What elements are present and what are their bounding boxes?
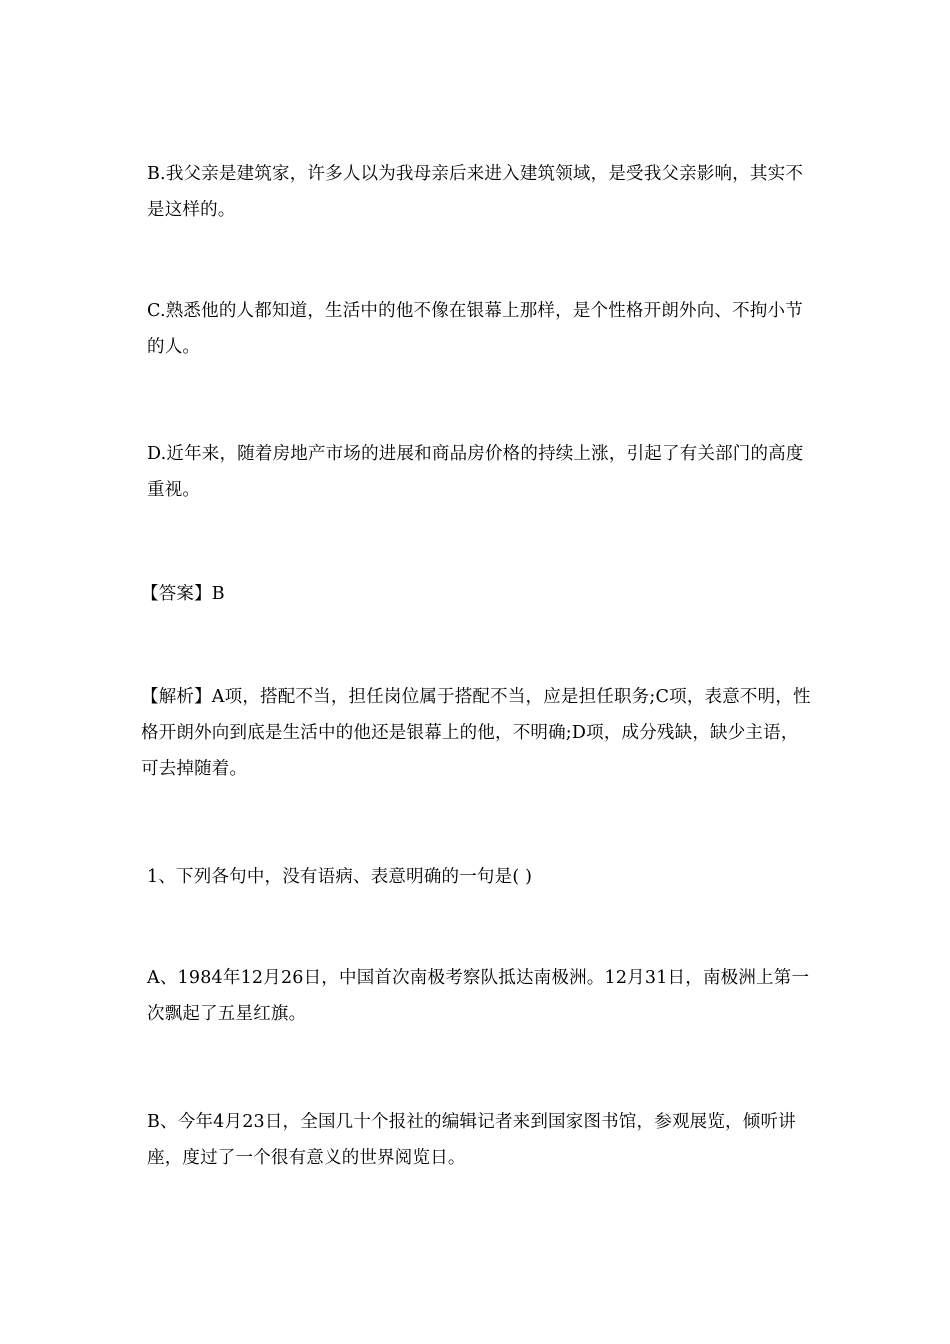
question-option-a-paragraph: A、1984年12月26日，中国首次南极考察队抵达南极洲。12月31日，南极洲上第一次飘起了五星红旗。: [147, 968, 810, 1024]
option-b-paragraph: B.我父亲是建筑家，许多人以为我母亲后来进入建筑领域，是受我父亲影响，其实不是这样的。: [147, 164, 804, 220]
question-paragraph: 1、下列各句中，没有语病、表意明确的一句是( ): [147, 867, 533, 887]
option-c-paragraph: C.熟悉他的人都知道，生活中的他不像在银幕上那样，是个性格开朗外向、不拘小节的人。: [147, 301, 803, 357]
explanation-paragraph: 【解析】A项，搭配不当，担任岗位属于搭配不当，应是担任职务;C项，表意不明，性格开朗外向到底是生活中的他还是银幕上的他，不明确;D项，成分残缺，缺少主语，可去掉随着。: [141, 687, 811, 779]
option-d-paragraph: D.近年来，随着房地产市场的进展和商品房价格的持续上涨，引起了有关部门的高度重视。: [147, 444, 804, 500]
answer-paragraph: 【答案】B: [141, 584, 225, 604]
question-option-b-paragraph: B、今年4月23日，全国几十个报社的编辑记者来到国家图书馆，参观展览，倾听讲座，度过了一个很有意义的世界阅览日。: [147, 1112, 796, 1168]
